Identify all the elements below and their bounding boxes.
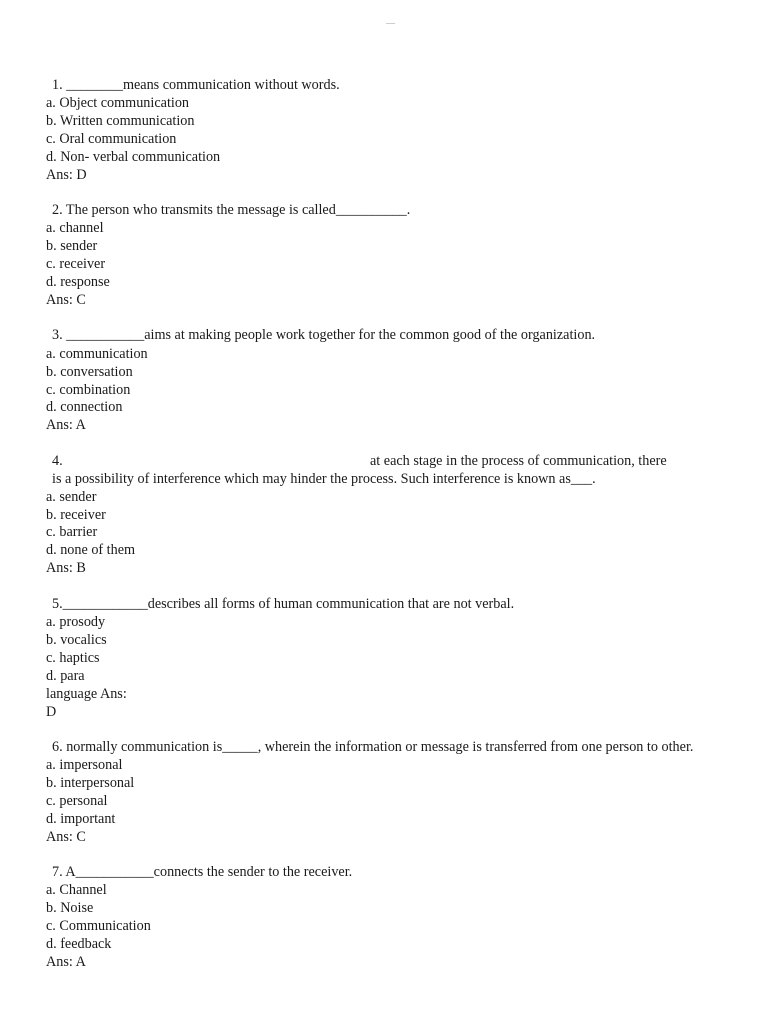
question-number: 4. <box>52 453 63 469</box>
option-d: d. feedback <box>46 936 112 952</box>
answer: Ans: D <box>46 167 87 183</box>
answer: Ans: C <box>46 292 86 308</box>
option-b: b. Written communication <box>46 113 195 129</box>
answer: Ans: A <box>46 954 86 970</box>
option-d: d. response <box>46 274 110 290</box>
option-d: d. para <box>46 668 85 684</box>
option-a: a. Object communication <box>46 95 190 111</box>
option-a: a. communication <box>46 346 148 362</box>
option-c: c. personal <box>46 793 108 809</box>
answer: Ans: C <box>46 829 86 845</box>
header-mark: — <box>386 18 395 28</box>
option-d: d. none of them <box>46 542 136 558</box>
option-a: a. impersonal <box>46 757 123 773</box>
question-stem: 2. The person who transmits the message is called__________. <box>52 202 411 218</box>
answer: Ans: A <box>46 417 86 433</box>
option-b: b. Noise <box>46 900 94 916</box>
option-c: c. receiver <box>46 256 106 272</box>
option-a: a. channel <box>46 220 104 236</box>
option-b: b. receiver <box>46 507 106 523</box>
option-b: b. interpersonal <box>46 775 135 791</box>
answer-line-1: language Ans: <box>46 686 127 702</box>
option-d: d. connection <box>46 399 123 415</box>
option-c: c. Oral communication <box>46 131 177 147</box>
option-c: c. combination <box>46 382 131 398</box>
option-b: b. vocalics <box>46 632 107 648</box>
option-a: a. prosody <box>46 614 106 630</box>
option-a: a. sender <box>46 489 97 505</box>
answer-line-2: D <box>46 704 57 720</box>
answer: Ans: B <box>46 560 86 576</box>
option-a: a. Channel <box>46 882 107 898</box>
option-b: b. conversation <box>46 364 133 380</box>
question-stem: 3. ___________aims at making people work together for the common good of the organization. <box>52 327 596 343</box>
question-stem-part2: is a possibility of interference which may hinder the process. Such interference is known as___. <box>52 471 596 487</box>
option-d: d. Non- verbal communication <box>46 149 221 165</box>
question-stem: 6. normally communication is_____, wherein the information or message is transferred from one person to other. <box>52 739 694 755</box>
question-stem: 5.____________describes all forms of human communication that are not verbal. <box>52 596 515 612</box>
option-c: c. haptics <box>46 650 100 666</box>
option-c: c. barrier <box>46 524 98 540</box>
option-b: b. sender <box>46 238 98 254</box>
question-stem: 7. A___________connects the sender to the receiver. <box>52 864 353 880</box>
option-d: d. important <box>46 811 116 827</box>
question-stem-part1: at each stage in the process of communication, there <box>370 453 667 469</box>
question-stem: 1. ________means communication without words. <box>52 77 340 93</box>
option-c: c. Communication <box>46 918 151 934</box>
